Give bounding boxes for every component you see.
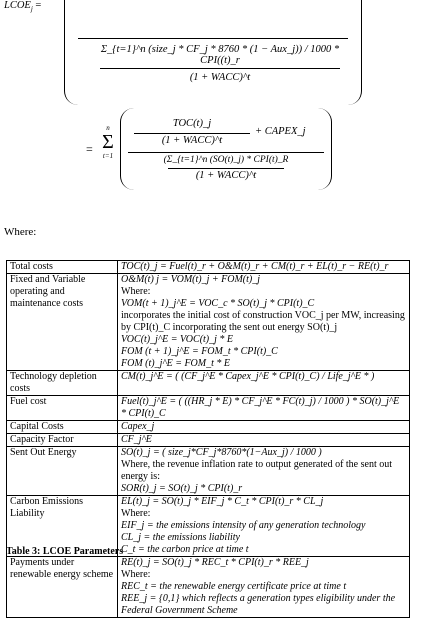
parameter-definition [118, 447, 410, 496]
definition-line: Fuel(t)_j^E = ( ((HR_j * E) * CF_j^E * FC(t)_j) / 1000 ) * SO(t)_j^E * CPI(t)_C [121, 396, 400, 419]
table-caption: Table 3: LCOE Parameters [6, 546, 124, 557]
lcoe-equation [0, 0, 441, 220]
sum-bot: t=1 [102, 152, 114, 160]
definition-line: Where: [121, 286, 151, 297]
line2-sum [100, 124, 116, 160]
parameter-label: Capacity Factor [7, 434, 118, 447]
definition-line: REC_t = the renewable energy certificate price at time t [121, 581, 347, 592]
parameter-definition [118, 371, 410, 396]
line2-num-a-den: (1 + WACC)^t [161, 135, 223, 146]
table-row [7, 274, 410, 371]
lhs-label: LCOE [4, 0, 31, 11]
definition-line: SOR(t)_j = SO(t)_j * CPI(t)_r [121, 483, 243, 494]
table-row [7, 557, 410, 618]
sum-top: n [106, 124, 110, 132]
parameter-definition [118, 434, 410, 447]
line2-num-a-line [134, 133, 250, 134]
line2-num-b: + CAPEX_j [255, 126, 306, 137]
definition-line: SO(t)_j = ( size_j*CF_j*8760*(1−Aux_j) / 1000 ) [121, 447, 322, 458]
definition-line: CM(t)_j^E = ( (CF_j^E * Capex_j^E * CPI(t)_C) / Life_j^E * ) [121, 371, 375, 382]
definition-line: Where: [121, 569, 151, 580]
lhs-sub: j [30, 5, 33, 14]
definition-line: TOC(t)_j = Fuel(t)_r + O&M(t)_r + CM(t)_r + EL(t)_r − RE(t)_r [121, 261, 389, 272]
definition-line: VOC(t)_j^E = VOC(t)_j * E [121, 334, 234, 345]
definition-line: C_t = the carbon price at time t [121, 544, 249, 555]
definition-line: EIF_j = the emissions intensity of any generation technology [121, 520, 366, 531]
line2-main-line [128, 152, 324, 153]
parameter-definition [118, 421, 410, 434]
parameter-label: Carbon Emissions Liability [7, 496, 118, 557]
parameter-label: Payments under renewable energy scheme [7, 557, 118, 618]
definition-line: RE(t)_j = SO(t)_j * REC_t * CPI(t)_r * REE_j [121, 557, 309, 568]
definition-line: O&M(t) j = VOM(t)_j + FOM(t)_j [121, 274, 260, 285]
parameter-definition [118, 396, 410, 421]
definition-line: FOM (t)_j^E = FOM_t * E [121, 358, 230, 369]
definition-line: VOM(t + 1)_j^E = VOC_c * SO(t)_j * CPI(t)_C [121, 298, 315, 309]
line2-equals: = [86, 142, 93, 156]
parameter-definition [118, 274, 410, 371]
definition-line: REE_j = {0,1} which reflects a generation types eligibility under the Federal Government Scheme [121, 593, 396, 616]
table-row [7, 421, 410, 434]
table-row [7, 434, 410, 447]
definition-line: Where: [121, 508, 151, 519]
table-row [7, 396, 410, 421]
parameter-definition [118, 557, 410, 618]
parameter-label: Technology depletion costs [7, 371, 118, 396]
lcoe-parameters-table [6, 260, 410, 618]
definition-line: incorporates the initial cost of construction VOC_j per MW, increasing by CPI(t)_C incorporating the sent out energy SO(t)_j [121, 310, 405, 333]
equation-lhs: $LCOE_j$ = [4, 0, 42, 14]
top-fraction-den2: (1 + WACC)^t [189, 72, 251, 83]
definition-line: EL(t)_j = SO(t)_j * EIF_j * C_t * CPI(t)_r * CL_j [121, 496, 324, 507]
parameter-label: Fixed and Variable operating and maintenance costs [7, 274, 118, 371]
parameter-label: Total costs [7, 261, 118, 274]
parameter-label: Fuel cost [7, 396, 118, 421]
parameter-label: Capital Costs [7, 421, 118, 434]
table-row [7, 447, 410, 496]
line2-den-top: (Σ_{t=1}^n (SO(t)_j) * CPI(t)_R [163, 155, 289, 165]
where-label: Where: [4, 226, 37, 238]
sum-sign: Σ [102, 131, 114, 153]
line2-den-bot: (1 + WACC)^t [195, 170, 257, 181]
definition-line: CF_j^E [121, 434, 152, 445]
line2-num-a: TOC(t)_j [172, 118, 212, 129]
definition-line: Capex_j [121, 421, 155, 432]
line2-den-line [168, 168, 284, 169]
definition-line: Where, the revenue inflation rate to output generated of the sent out energy is: [121, 459, 393, 482]
parameter-label: Sent Out Energy [7, 447, 118, 496]
table-row [7, 261, 410, 274]
table-row [7, 371, 410, 396]
top-fraction-den-line [100, 68, 340, 69]
top-fraction-den: Σ_{t=1}^n (size_j * CF_j * 8760 * (1 − Aux_j)) / 1000 * CPI((t)_r [100, 44, 340, 66]
definition-line: FOM (t + 1)_j^E = FOM_t * CPI(t)_C [121, 346, 278, 357]
top-fraction-line [78, 38, 348, 39]
definition-line: CL_j = the emissions liability [121, 532, 240, 543]
parameter-definition [118, 261, 410, 274]
parameter-definition [118, 496, 410, 557]
table-body [7, 261, 410, 618]
